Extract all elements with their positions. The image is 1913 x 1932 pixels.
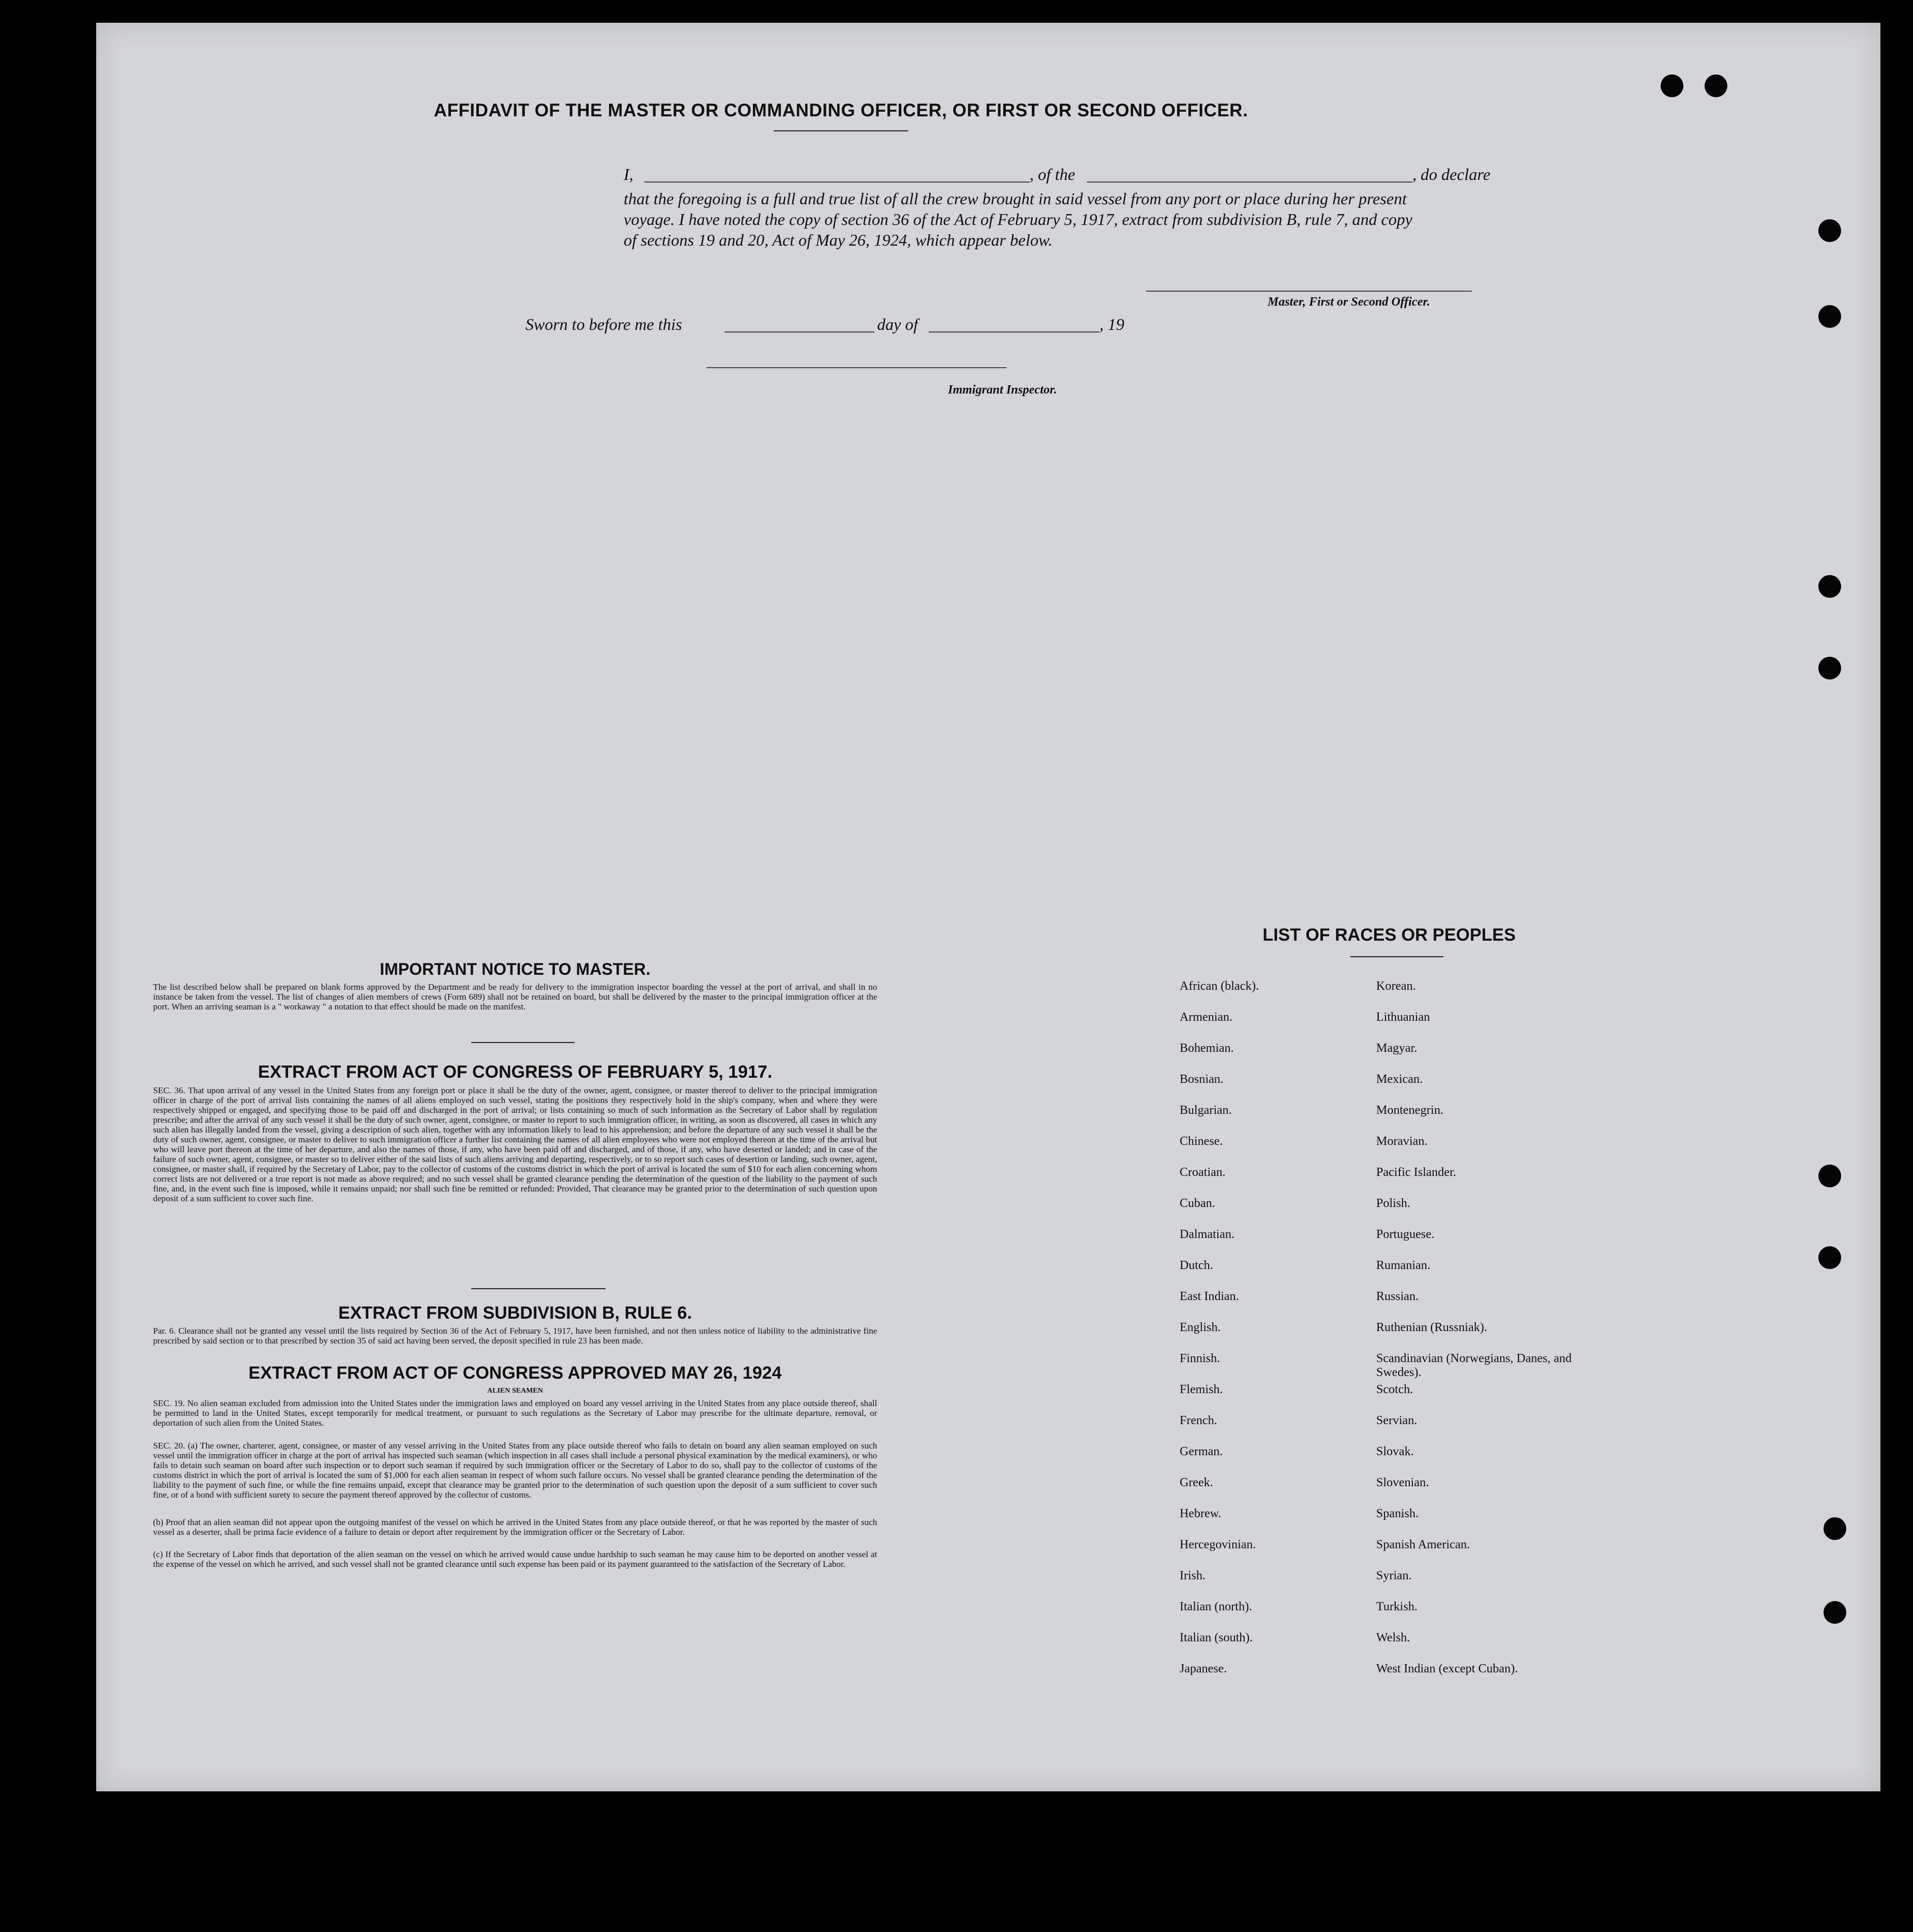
race-item: Slovenian.: [1376, 1476, 1429, 1489]
race-item: Portuguese.: [1376, 1228, 1435, 1241]
year-label: , 19: [1099, 315, 1124, 334]
declare-label: , do declare: [1412, 165, 1490, 184]
race-item: French.: [1180, 1414, 1217, 1427]
day-of-label: day of: [877, 315, 918, 334]
punch-hole: [1818, 219, 1841, 242]
race-item: Russian.: [1376, 1290, 1419, 1303]
affidavit-line-4: of sections 19 and 20, Act of May 26, 1924, which appear below.: [624, 231, 1052, 249]
race-item: Finnish.: [1180, 1352, 1221, 1365]
extract-1924-title: EXTRACT FROM ACT OF CONGRESS APPROVED MAY 26, 1924: [248, 1363, 782, 1383]
race-item: Japanese.: [1180, 1662, 1227, 1676]
rule-6-body: Par. 6. Clearance shall not be granted any vessel until the lists required by Section 36 of the Act of February 5, 1917, have been furnished, and not then unless notice of liability to the administrative fine prescribed by said section or to that prescribed by section 35 of said act having been served, the deposit specified in rule 23 has been made.: [153, 1326, 877, 1346]
race-item: Italian (south).: [1180, 1631, 1253, 1644]
race-item: Scandinavian (Norwegians, Danes, and Swedes).: [1376, 1352, 1572, 1379]
sworn-month-blank[interactable]: [929, 331, 1099, 333]
punch-hole: [1818, 575, 1841, 598]
affidavit-line-3: voyage. I have noted the copy of section 36 of the Act of February 5, 1917, extract from subdivision B, rule 7, and copy: [624, 210, 1412, 229]
race-item: Cuban.: [1180, 1197, 1215, 1210]
race-item: Korean.: [1376, 979, 1416, 993]
inspector-signature-label: Immigrant Inspector.: [948, 383, 1057, 397]
title-underline: [774, 130, 908, 131]
sec-20c-body: (c) If the Secretary of Labor finds that deportation of the alien seaman on the vessel on which he arrived would cause undue hardship to such seaman he may cause him to be deported on another vessel at the expense of the vessel on which he arrived, and such vessel shall not be granted clearance until such expense has been paid or its payment guaranteed to the satisfaction of the Secretary of Labor.: [153, 1549, 877, 1569]
punch-hole: [1818, 305, 1841, 328]
inspector-signature-line[interactable]: [706, 367, 1006, 368]
master-signature-label: Master, First or Second Officer.: [1268, 295, 1430, 309]
race-item: Servian.: [1376, 1414, 1418, 1427]
race-item: Montenegrin.: [1376, 1104, 1443, 1117]
race-item: Flemish.: [1180, 1383, 1223, 1396]
race-item: Slovak.: [1376, 1445, 1414, 1458]
race-item: Syrian.: [1376, 1569, 1412, 1582]
races-column-2: [1376, 979, 1583, 1693]
race-item: Croatian.: [1180, 1166, 1226, 1179]
race-item: Greek.: [1180, 1476, 1213, 1489]
race-item: Scotch.: [1376, 1383, 1413, 1396]
notice-body: The list described below shall be prepared on blank forms approved by the Department and be ready for delivery to the immigration inspector boarding the vessel at the port of arrival, and shall in no instance be taken from the vessel. The list of changes of alien members of crews (Form 689) shall not be retained on board, but shall be delivered by the master to the principal immigration officer at the port. When an arriving seaman is a " workaway " a notation to that effect should be made on the manifest.: [153, 982, 877, 1012]
race-item: Dalmatian.: [1180, 1228, 1234, 1241]
race-item: East Indian.: [1180, 1290, 1239, 1303]
section-divider: [471, 1288, 606, 1289]
sec-20a-body: SEC. 20. (a) The owner, charterer, agent, consignee, or master of any vessel arriving in the United States from any place outside thereof who fails to detain on board any alien seaman employed on such vessel until the immigration officer in charge at the port of arrival has inspected such seaman (which inspection in all cases shall include a personal physical examination by the medical examiners), or who fails to detain such seaman on board after such inspection or to deport such seaman if required by such immigration officer or the Secretary of Labor to do so, shall pay to the collector of customs of the customs district in which the port of arrival is located the sum of $1,000 for each alien seaman in respect of whom such failure occurs. No vessel shall be granted clearance pending the determination of the liability to the payment of such fine, or while the fine remains unpaid, except that clearance may be granted prior to the determination of such question upon the deposit of a sum sufficient to cover such fine, or of a bond with sufficient surety to secure the payment thereof approved by the collector of customs.: [153, 1441, 877, 1500]
sec-20b-body: (b) Proof that an alien seaman did not appear upon the outgoing manifest of the vessel on which he arrived in the United States from any place outside thereof, or that he was reported by the master of such vessel as a deserter, shall be prima facie evidence of a failure to detain or deport after requirement by the immigration officer or the Secretary of Labor.: [153, 1517, 877, 1537]
master-signature-line[interactable]: [1146, 291, 1472, 292]
punch-hole: [1818, 1246, 1841, 1269]
race-item: African (black).: [1180, 979, 1259, 993]
race-item: Italian (north).: [1180, 1600, 1252, 1613]
notice-title: IMPORTANT NOTICE TO MASTER.: [380, 960, 651, 978]
sworn-line: [525, 315, 1249, 336]
affidavit-title: AFFIDAVIT OF THE MASTER OR COMMANDING OFFICER, OR FIRST OR SECOND OFFICER.: [433, 100, 1248, 120]
rule-6-title: EXTRACT FROM SUBDIVISION B, RULE 6.: [338, 1303, 692, 1323]
race-item: Pacific Islander.: [1376, 1166, 1456, 1179]
race-item: English.: [1180, 1321, 1221, 1334]
race-item: Chinese.: [1180, 1135, 1223, 1148]
name-blank[interactable]: [644, 182, 1030, 183]
sworn-day-blank[interactable]: [725, 331, 875, 333]
affidavit-line-1: [531, 165, 1596, 186]
race-item: German.: [1180, 1445, 1223, 1458]
extract-1917-title: EXTRACT FROM ACT OF CONGRESS OF FEBRUARY 5, 1917.: [258, 1062, 773, 1082]
vessel-blank[interactable]: [1087, 182, 1412, 183]
race-item: Polish.: [1376, 1197, 1411, 1210]
race-item: West Indian (except Cuban).: [1376, 1662, 1518, 1676]
race-item: Spanish.: [1376, 1507, 1419, 1520]
race-item: Bulgarian.: [1180, 1104, 1232, 1117]
race-item: Turkish.: [1376, 1600, 1418, 1613]
punch-hole: [1818, 1165, 1841, 1187]
affidavit-line-2: that the foregoing is a full and true list of all the crew brought in said vessel from any port or place during her present: [624, 189, 1407, 208]
punch-hole: [1818, 657, 1841, 680]
extract-1917-body: SEC. 36. That upon arrival of any vessel in the United States from any foreign port or place it shall be the duty of the owner, agent, consignee, or master thereof to deliver to the principal immigration officer in charge of the port of arrival lists containing the names of all aliens employed on such vessel, stating the positions they respectively hold in the ship's company, when and where they were respectively shipped or engaged, and specifying those to be paid off and discharged in the port of arrival; or lists containing so much of such information as the Secretary of Labor shall by regulation prescribe; and after the arrival of any such vessel it shall be the duty of such owner, agent, consignee, or master to report to such immigration officer, in writing, as soon as discovered, all cases in which any such alien has illegally landed from the vessel, giving a description of such alien, together with any information likely to lead to his apprehension; and before the departure of any such vessel it shall be the duty of such owner, agent, consignee, or master to deliver to such immigration officer a further list containing the names of all alien employees who were not employed thereon at the time of the arrival but who will leave port thereon at the time of her departure, and also the names of those, if any, who have been paid off and discharged, and of those, if any, who have deserted or landed; and in case of the failure of such owner, agent, consignee, or master so to deliver either of the said lists of such aliens arriving and departing, respectively, or to so report such cases of desertion or landing, such owner, agent, consignee, or master shall, if required by the Secretary of Labor, pay to the collector of customs of the customs district in which the port of arrival is located the sum of $10 for each alien concerning whom correct lists are not delivered or a true report is not made as above required; and no such vessel shall be granted clearance pending the determination of the question of the liability to the payment of such fine, and, in the event such fine is imposed, while it remains unpaid; nor shall such fine be remitted or refunded: Provided, That clearance may be granted prior to the determination of such question upon deposit of a sum sufficient to cover such fine.: [153, 1085, 877, 1203]
race-item: Bosnian.: [1180, 1073, 1224, 1086]
punch-hole: [1824, 1601, 1846, 1624]
document-page: [96, 23, 1880, 1791]
race-item: Bohemian.: [1180, 1042, 1234, 1055]
race-item: Hercegovinian.: [1180, 1538, 1256, 1551]
punch-hole: [1705, 74, 1727, 97]
race-item: Moravian.: [1376, 1135, 1428, 1148]
section-divider: [471, 1042, 575, 1043]
of-the-label: , of the: [1030, 165, 1075, 184]
punch-hole: [1661, 74, 1683, 97]
races-title: LIST OF RACES OR PEOPLES: [1262, 925, 1516, 945]
race-item: Mexican.: [1376, 1073, 1423, 1086]
race-item: Armenian.: [1180, 1010, 1232, 1024]
race-item: Ruthenian (Russniak).: [1376, 1321, 1487, 1334]
punch-hole: [1824, 1517, 1846, 1540]
declarant-prefix: I,: [624, 165, 634, 184]
race-item: Rumanian.: [1376, 1259, 1430, 1272]
race-item: Welsh.: [1376, 1631, 1410, 1644]
sec-19-body: SEC. 19. No alien seaman excluded from admission into the United States under the immigration laws and employed on board any vessel arriving in the United States from any place outside thereof, shall be permitted to land in the United States, except temporarily for medical treatment, or pursuant to such regulations as the Secretary of Labor may prescribe for the ultimate departure, removal, or deportation of such alien from the United States.: [153, 1398, 877, 1428]
race-item: Spanish American.: [1376, 1538, 1470, 1551]
alien-seamen-subtitle: ALIEN SEAMEN: [487, 1387, 543, 1395]
race-item: Lithuanian: [1376, 1010, 1430, 1024]
races-column-1: [1180, 979, 1376, 1693]
race-item: Hebrew.: [1180, 1507, 1222, 1520]
races-title-underline: [1350, 956, 1443, 957]
race-item: Dutch.: [1180, 1259, 1213, 1272]
race-item: Irish.: [1180, 1569, 1206, 1582]
sworn-label: Sworn to before me this: [525, 315, 682, 334]
race-item: Magyar.: [1376, 1042, 1418, 1055]
